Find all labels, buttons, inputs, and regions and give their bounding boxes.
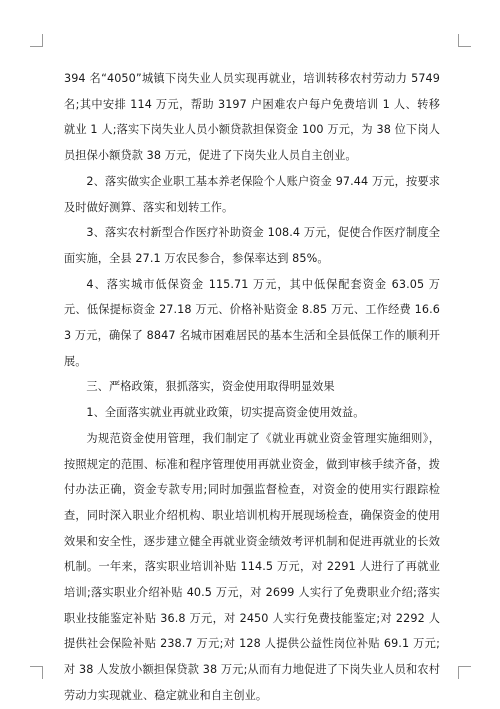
- section-heading: 三、严格政策，狠抓落实，资金使用取得明显效果: [86, 380, 335, 394]
- paragraph-4: 4、落实城市低保资金 115.71 万元，其中低保配套资金 63.05 万元、低保提标资金 27.18 万元、价格补贴资金 8.85 万元、工作经费 16.63 万元，确保了 8847 名城市困难居民的基本生活和全县低保工作的顺利开展。: [64, 277, 440, 368]
- crop-mark-bottom-left: [30, 666, 43, 679]
- paragraph-2: 2、落实做实企业职工基本养老保险个人账户资金 97.44 万元，按要求及时做好测算、落实和划转工作。: [64, 174, 440, 214]
- paragraph-7: 为规范资金使用管理，我们制定了《就业再就业资金管理实施细则》，按照规定的范围、标准和程序管理使用再就业资金，做到审核手续齐备，拨付办法正确，资金专款专用;同时加强监督检查，对资金的使用实行跟踪检查，同时深入职业介绍机构、职业培训机构开展现场检查，确保资金的使用效果和安全性，逐步建立健全再就业资金绩效考评机制和促进再就业的长效机制。一年来，落实职业培训补贴 114.5 万元，对 2291 人进行了再就业培训;落实职业介绍补贴 40.5 万元，对 2699 人实行了免费职业介绍;落实职业技能鉴定补贴 36.8 万元，对 2450 人实行免费技能鉴定;对 2292 人提供社会保险补贴 238.7 万元;对 128 人提供公益性岗位补贴 69.1 万元;对 38 人发放小额担保贷款 38 万元;从而有力地促进了下岗失业人员和农村劳动力实现就业、稳定就业和自主创业。: [64, 431, 440, 702]
- crop-mark-top-left: [30, 34, 43, 47]
- crop-mark-bottom-right: [458, 666, 471, 679]
- subsection-heading: 1、全面落实就业再就业政策，切实提高资金使用效益。: [86, 406, 365, 420]
- crop-mark-top-right: [458, 34, 471, 47]
- paragraph-3: 3、落实农村新型合作医疗补助资金 108.4 万元，促使合作医疗制度全面实施，全县 27.1 万农民参合，参保率达到 85%。: [64, 226, 440, 265]
- paragraph-1: 394 名“4050”城镇下岗失业人员实现再就业，培训转移农村劳动力 5749 名;其中安排 114 万元，帮助 3197 户困难农户每户免费培训 1 人、转移就业 1 人;落实下岗失业人员小额贷款担保资金 100 万元，为 38 位下岗人员担保小额贷款 38 万元，促进了下岗失业人员自主创业。: [64, 72, 440, 163]
- document-body: [64, 66, 440, 709]
